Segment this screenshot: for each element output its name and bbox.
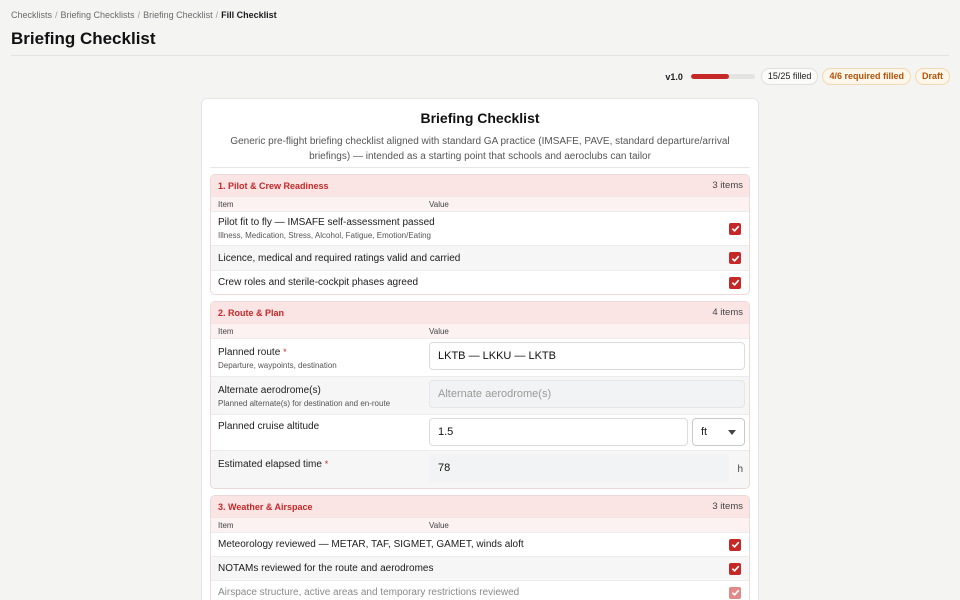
section-title: 2. Route & Plan [218, 307, 285, 318]
row-label: Crew roles and sterile-cockpit phases agreed [218, 277, 419, 288]
column-item-label: Item [218, 520, 234, 530]
row-label: Licence, medical and required ratings valid and carried [218, 252, 461, 264]
section-item-count: 3 items [712, 180, 743, 191]
progress-bar [691, 74, 755, 79]
altitude-unit-select[interactable] [692, 418, 745, 446]
field-label: Planned cruise altitude [218, 421, 320, 432]
section-item-count: 4 items [712, 307, 743, 318]
field-row [211, 450, 749, 488]
status-bar [665, 68, 950, 85]
selected-unit: ft [701, 426, 708, 438]
checkbox[interactable] [729, 252, 741, 264]
breadcrumb-briefing-checklist[interactable]: Briefing Checklist [143, 10, 213, 20]
elapsed-time-input[interactable]: 78 [429, 454, 729, 482]
checklist-row [211, 556, 749, 580]
breadcrumb-checklists[interactable]: Checklists [11, 10, 53, 20]
breadcrumb-separator: / [215, 10, 219, 20]
checklist-description: Generic pre-flight briefing checklist aligned with standard GA practice (IMSAFE, PAVE, standard departure/arrival briefings) — intended as a starting point that schools and aeroclubs can tailor [230, 136, 730, 162]
section-header[interactable] [211, 175, 749, 196]
checkbox[interactable] [729, 223, 741, 235]
row-label: NOTAMs reviewed for the route and aerodromes [218, 563, 434, 574]
alternate-aerodrome-input[interactable]: Alternate aerodrome(s) [429, 380, 745, 408]
progress-fill [691, 74, 729, 79]
required-count-badge: 4/6 required filled [822, 68, 911, 85]
section-route-plan [210, 301, 750, 489]
field-label: Alternate aerodrome(s) [218, 385, 321, 396]
breadcrumb-briefing-checklists[interactable]: Briefing Checklists [60, 10, 135, 20]
status-badge: Draft [915, 68, 950, 85]
field-label: Planned route [218, 347, 281, 358]
row-label: Airspace structure, active areas and temporary restrictions reviewed [218, 587, 520, 598]
check-icon [731, 224, 740, 233]
row-hint: Illness, Medication, Stress, Alcohol, Fatigue, Emotion/Eating [218, 231, 431, 240]
required-marker: * [283, 347, 287, 357]
checklist-title: Briefing Checklist [420, 110, 540, 126]
caret-down-icon [728, 430, 736, 435]
field-label: Estimated elapsed time [218, 459, 322, 470]
breadcrumb-current: Fill Checklist [221, 10, 277, 20]
breadcrumb-separator: / [137, 10, 141, 20]
checklist-row [211, 211, 749, 245]
check-icon [731, 564, 740, 573]
field-row [211, 338, 749, 376]
column-header [211, 196, 749, 211]
breadcrumb-separator: / [55, 10, 58, 20]
checklist-row [211, 580, 749, 600]
filled-count-badge: 15/25 filled [761, 68, 819, 85]
check-icon [731, 278, 740, 287]
check-icon [731, 588, 740, 597]
checkbox[interactable] [729, 277, 741, 289]
field-hint: Departure, waypoints, destination [218, 361, 337, 370]
section-weather-airspace [210, 495, 750, 600]
cruise-altitude-input[interactable]: 1.5 [429, 418, 688, 446]
column-value-label: Value [429, 326, 449, 336]
checkbox[interactable] [729, 563, 741, 575]
required-marker: * [324, 459, 329, 469]
section-title: 1. Pilot & Crew Readiness [218, 180, 329, 191]
field-hint: Planned alternate(s) for destination and en-route [218, 399, 391, 408]
checklist-row [211, 532, 749, 556]
check-icon [731, 540, 740, 549]
row-label: Meteorology reviewed — METAR, TAF, SIGMET, GAMET, winds aloft [218, 539, 524, 550]
column-item-label: Item [218, 199, 234, 209]
check-icon [731, 254, 740, 263]
checklist-card [201, 98, 759, 600]
version-label: v1.0 [665, 71, 683, 82]
column-item-label: Item [218, 326, 234, 336]
section-item-count: 3 items [712, 501, 743, 512]
column-value-label: Value [429, 520, 449, 530]
column-header [211, 323, 749, 338]
section-header[interactable] [211, 496, 749, 517]
breadcrumb [11, 10, 277, 20]
page-title: Briefing Checklist [11, 29, 156, 48]
checkbox[interactable] [729, 587, 741, 599]
field-row [211, 376, 749, 414]
row-label: Pilot fit to fly — IMSAFE self-assessment passed [218, 217, 435, 228]
column-header [211, 517, 749, 532]
section-title: 3. Weather & Airspace [218, 501, 313, 512]
column-value-label: Value [429, 199, 449, 209]
checkbox[interactable] [729, 539, 741, 551]
divider [11, 55, 949, 56]
section-header[interactable] [211, 302, 749, 323]
field-row [211, 414, 749, 450]
section-pilot-crew-readiness [210, 174, 750, 295]
planned-route-input[interactable]: LKTB — LKKU — LKTB [429, 342, 745, 370]
checklist-row [211, 245, 749, 270]
checklist-row [211, 270, 749, 294]
unit-label: h [737, 464, 743, 475]
